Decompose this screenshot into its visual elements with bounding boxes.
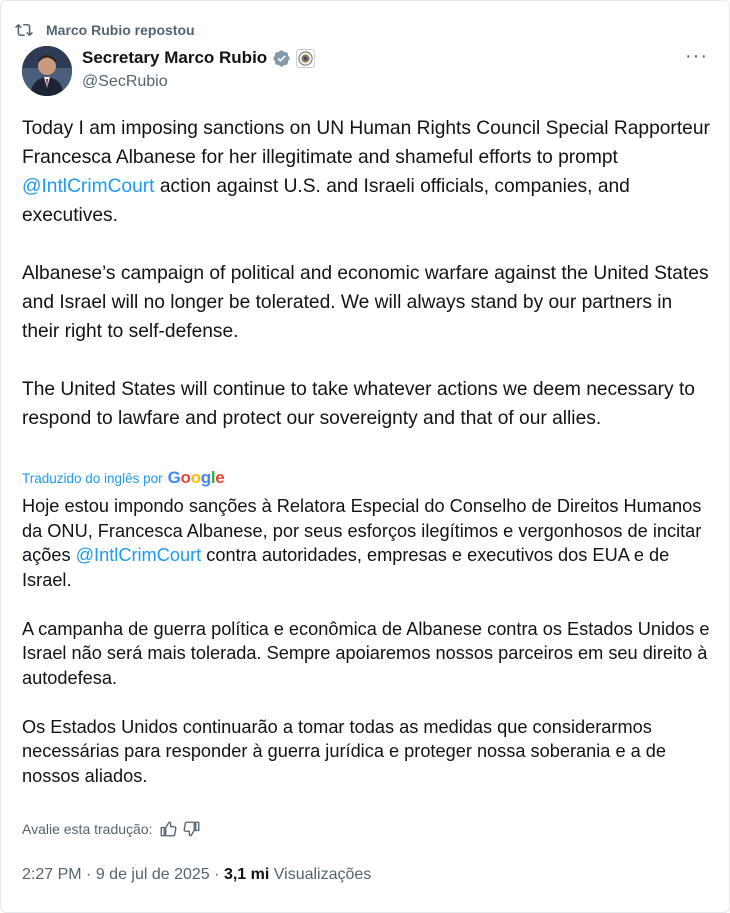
meta-separator: · <box>214 866 220 883</box>
translated-paragraph-3: Os Estados Unidos continuarão a tomar todas as medidas que considerarmos necessárias para responder à guerra jurídica e proteger nossa soberania e a de nossos aliados. <box>22 716 667 786</box>
mention-link[interactable]: @IntlCrimCourt <box>75 545 202 565</box>
translated-text-segment: contra autoridades, empresas e executivos dos EUA e de Israel. <box>22 545 670 590</box>
tweet-time[interactable]: 2:27 PM <box>22 866 82 883</box>
translation-label: Traduzido do inglês por <box>22 470 163 486</box>
mention-link[interactable]: @IntlCrimCourt <box>22 176 155 197</box>
rate-translation <box>22 820 201 838</box>
meta-separator: · <box>86 866 92 883</box>
google-logo: Google <box>167 468 225 487</box>
tweet-paragraph-1 <box>22 114 712 230</box>
repost-icon <box>14 21 34 39</box>
tweet-paragraph-3: The United States will continue to take whatever actions we deem necessary to respond to lawfare and protect our sovereignty and that of our allies. <box>22 379 695 429</box>
repost-indicator[interactable] <box>46 22 195 38</box>
translated-paragraph-2: A campanha de guerra política e econômica de Albanese contra os Estados Unidos e Israel não será mais tolerada. Sempre apoiaremos nossos parceiros em seu direito à autodefesa. <box>22 618 710 688</box>
translation-attribution[interactable] <box>22 468 224 488</box>
tweet-date[interactable]: 9 de jul de 2025 <box>95 866 210 883</box>
author-name-row[interactable] <box>82 48 315 68</box>
views-count: 3,1 mi <box>223 866 270 883</box>
rate-translation-label: Avalie esta tradução: <box>22 821 153 837</box>
tweet-paragraph-2: Albanese’s campaign of political and economic warfare against the United States and Israel will no longer be tolerated. We will always stand by our partners in their right to self-defense. <box>22 263 709 342</box>
thumbs-up-icon[interactable] <box>159 820 177 838</box>
more-options-button[interactable]: ··· <box>685 45 708 67</box>
verified-badge-icon <box>272 49 291 68</box>
avatar[interactable] <box>22 46 72 96</box>
author-name[interactable]: Secretary Marco Rubio <box>82 48 268 67</box>
translated-text <box>22 494 712 788</box>
thumbs-down-icon[interactable] <box>183 820 201 838</box>
tweet-text-segment: action against U.S. and Israeli officials, companies, and executives. <box>22 176 630 226</box>
tweet-text <box>22 114 712 433</box>
state-department-seal-icon <box>296 49 315 68</box>
translated-text-segment: Hoje estou impondo sanções à Relatora Especial do Conselho de Direitos Humanos da ONU, Francesca Albanese, por seus esforços ilegítimos e vergonhosos de incitar ações <box>22 496 702 565</box>
tweet-text-segment: Today I am imposing sanctions on UN Human Rights Council Special Rapporteur Francesca Albanese for her illegitimate and shameful efforts to prompt <box>22 118 710 168</box>
views-label: Visualizações <box>273 866 372 883</box>
tweet-meta <box>22 866 371 884</box>
translated-paragraph-1 <box>22 494 712 592</box>
author-handle[interactable]: @SecRubio <box>82 73 168 90</box>
repost-label: Marco Rubio repostou <box>46 22 195 38</box>
